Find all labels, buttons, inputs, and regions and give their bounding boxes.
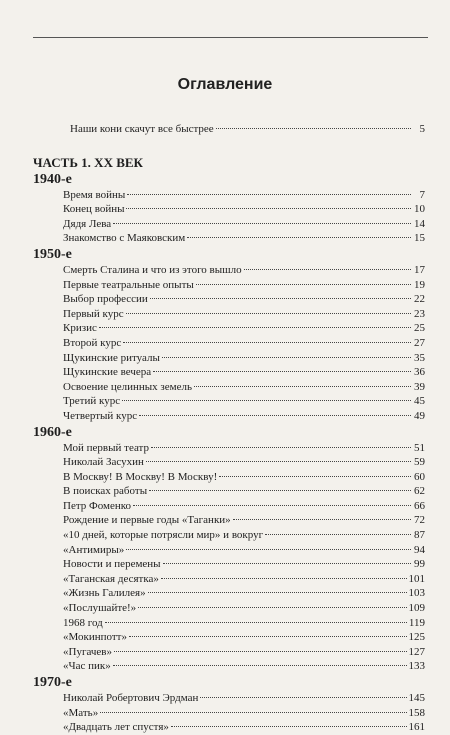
toc-entry-page: 36 xyxy=(414,366,425,379)
toc-entry-page: 72 xyxy=(414,514,425,527)
dot-leader xyxy=(114,651,406,652)
toc-entry-page: 127 xyxy=(408,645,425,658)
toc-entry-label: Второй курс xyxy=(63,336,122,349)
toc-entry[interactable] xyxy=(33,365,425,380)
toc-entry-page: 145 xyxy=(408,692,425,704)
toc-entry-page: 15 xyxy=(414,232,425,245)
toc-entry-label: «Пугачев» xyxy=(63,645,113,658)
dot-leader xyxy=(200,697,406,698)
dot-leader xyxy=(161,578,407,579)
dot-leader xyxy=(244,269,411,270)
dot-leader xyxy=(126,208,411,209)
dot-leader xyxy=(265,534,411,535)
dot-leader xyxy=(129,636,407,637)
toc-entry[interactable] xyxy=(33,380,425,395)
toc-entry-label: Николай Робертович Эрдман xyxy=(63,692,199,704)
dot-leader xyxy=(123,342,411,343)
toc-entry-page: 125 xyxy=(408,631,425,644)
toc-entry[interactable] xyxy=(33,188,425,203)
toc-entry-label: Кризис xyxy=(63,322,97,335)
dot-leader xyxy=(219,476,411,477)
toc-entry[interactable] xyxy=(33,278,425,293)
toc-entry[interactable] xyxy=(33,202,425,217)
dot-leader xyxy=(233,519,411,520)
toc-entry-page: 87 xyxy=(414,529,425,542)
toc-entry[interactable] xyxy=(33,484,425,499)
dot-leader xyxy=(122,400,411,401)
toc-entry[interactable] xyxy=(33,321,425,336)
toc-entry-label: Третий курс xyxy=(63,395,121,408)
toc-entry-label: «10 дней, которые потрясли мир» и вокруг xyxy=(63,529,264,542)
toc-entry-page: 5 xyxy=(419,123,425,135)
dot-leader xyxy=(100,712,406,713)
toc-entry[interactable] xyxy=(33,263,425,278)
dot-leader xyxy=(126,313,411,314)
toc-entry-label: В Москву! В Москву! В Москву! xyxy=(63,470,218,483)
toc-entry-page: 60 xyxy=(414,470,425,483)
toc-entry[interactable] xyxy=(33,572,425,587)
toc-entry-label: Освоение целинных земель xyxy=(63,380,193,393)
toc-entry[interactable] xyxy=(33,217,425,232)
toc-entry-label: Смерть Сталина и что из этого вышло xyxy=(63,263,242,276)
dot-leader xyxy=(139,415,411,416)
toc-entry[interactable] xyxy=(33,470,425,485)
toc-entry-label: «Час пик» xyxy=(63,660,111,673)
toc-entry-label: Николай Засухин xyxy=(63,456,144,469)
toc-entry-label: Щукинские вечера xyxy=(63,366,152,379)
toc-entry-label: Петр Фоменко xyxy=(63,499,132,512)
dot-leader xyxy=(153,371,411,372)
toc-entry-page: 49 xyxy=(414,409,425,422)
dot-leader xyxy=(99,327,411,328)
toc-entry[interactable] xyxy=(33,394,425,409)
dot-leader xyxy=(163,563,411,564)
toc-entry[interactable] xyxy=(33,586,425,601)
toc-entry-label: «Послушайте!» xyxy=(63,602,137,615)
toc-entry-label: «Двадцать лет спустя» xyxy=(63,721,169,734)
toc-entry-label: «Мокинпотт» xyxy=(63,631,127,644)
toc-entry[interactable] xyxy=(33,691,425,706)
toc-entry-page: 27 xyxy=(414,336,425,349)
table-of-contents xyxy=(33,122,425,735)
toc-entry[interactable] xyxy=(33,499,425,514)
toc-entry[interactable] xyxy=(33,455,425,470)
dot-leader xyxy=(138,607,406,608)
dot-leader xyxy=(149,490,411,491)
toc-entry-page: 39 xyxy=(414,380,425,393)
toc-entry-label: Мой первый театр xyxy=(63,441,149,454)
part-heading: ЧАСТЬ 1. XX ВЕК xyxy=(33,154,143,170)
toc-entry[interactable] xyxy=(33,513,425,528)
toc-entry-page: 14 xyxy=(414,217,425,230)
toc-entry-page: 109 xyxy=(408,602,425,615)
toc-entry[interactable] xyxy=(33,543,425,558)
toc-entry-label: Новости и перемены xyxy=(63,558,161,571)
decade-heading: 1940-е xyxy=(33,171,72,187)
toc-entry-page: 62 xyxy=(414,485,425,498)
toc-entry-label: В поисках работы xyxy=(63,485,148,498)
toc-entry-page: 7 xyxy=(419,188,425,201)
toc-entry[interactable] xyxy=(33,307,425,322)
toc-entry-intro[interactable] xyxy=(33,122,425,137)
dot-leader xyxy=(105,622,407,623)
toc-entry-label: Наши кони скачут все быстрее xyxy=(70,123,214,135)
toc-entry-label: Выбор профессии xyxy=(63,293,148,306)
toc-entry[interactable] xyxy=(33,630,425,645)
toc-entry-label: Знакомство с Маяковским xyxy=(63,232,186,245)
dot-leader xyxy=(113,665,407,666)
dot-leader xyxy=(151,447,411,448)
toc-entry-page: 59 xyxy=(414,456,425,469)
toc-entry-label: Щукинские ритуалы xyxy=(63,351,160,364)
toc-entry[interactable] xyxy=(33,616,425,631)
toc-entry[interactable] xyxy=(33,645,425,660)
toc-entry-page: 35 xyxy=(414,351,425,364)
toc-entry[interactable] xyxy=(33,720,425,735)
toc-entry-page: 94 xyxy=(414,543,425,556)
dot-leader xyxy=(113,223,411,224)
dot-leader xyxy=(127,194,411,195)
decade-heading: 1970-е xyxy=(33,675,72,690)
toc-entry-label: Первый курс xyxy=(63,307,124,320)
toc-entry-page: 22 xyxy=(414,293,425,306)
toc-entry-label: 1968 год xyxy=(63,616,103,629)
dot-leader xyxy=(126,549,411,550)
toc-entry[interactable] xyxy=(33,601,425,616)
toc-entry[interactable] xyxy=(33,351,425,366)
toc-entry[interactable] xyxy=(33,706,425,721)
dot-leader xyxy=(171,726,407,727)
toc-entry-page: 23 xyxy=(414,307,425,320)
toc-entry[interactable] xyxy=(33,557,425,572)
dot-leader xyxy=(148,592,407,593)
toc-entry-page: 25 xyxy=(414,322,425,335)
toc-entry[interactable] xyxy=(33,336,425,351)
dot-leader xyxy=(146,461,411,462)
toc-entry-label: «Мать» xyxy=(63,706,99,719)
toc-entry-page: 51 xyxy=(414,441,425,454)
dot-leader xyxy=(216,128,411,129)
toc-entry-label: «Таганская десятка» xyxy=(63,572,159,585)
toc-entry-page: 101 xyxy=(408,572,425,585)
dot-leader xyxy=(196,284,411,285)
toc-entry[interactable] xyxy=(33,292,425,307)
toc-entry-page: 45 xyxy=(414,395,425,408)
toc-entry[interactable] xyxy=(33,231,425,246)
top-rule xyxy=(33,37,428,38)
toc-entry-page: 66 xyxy=(414,499,425,512)
dot-leader xyxy=(133,505,411,506)
decade-heading: 1950-е xyxy=(33,246,72,262)
toc-entry-page: 17 xyxy=(414,263,425,276)
toc-entry-page: 103 xyxy=(408,587,425,600)
toc-entry-page: 158 xyxy=(408,706,425,719)
toc-entry-label: Дядя Лева xyxy=(63,217,112,230)
toc-entry-label: Рождение и первые годы «Таганки» xyxy=(63,514,231,527)
toc-entry-label: Конец войны xyxy=(63,203,125,216)
toc-entry-label: «Жизнь Галилея» xyxy=(63,587,146,600)
toc-entry-page: 10 xyxy=(414,203,425,216)
toc-entry-label: «Антимиры» xyxy=(63,543,125,556)
toc-entry-label: Первые театральные опыты xyxy=(63,278,194,291)
toc-entry[interactable] xyxy=(33,659,425,674)
toc-entry[interactable] xyxy=(33,441,425,456)
dot-leader xyxy=(150,298,411,299)
toc-entry[interactable] xyxy=(33,528,425,543)
page-title: Оглавление xyxy=(177,76,273,93)
toc-entry-page: 119 xyxy=(408,616,425,629)
toc-entry-label: Четвертый курс xyxy=(63,409,138,422)
toc-entry-page: 133 xyxy=(408,660,425,673)
toc-entry-label: Время войны xyxy=(63,188,126,201)
dot-leader xyxy=(162,357,411,358)
dot-leader xyxy=(194,386,411,387)
toc-entry-page: 161 xyxy=(408,721,425,734)
toc-entry-page: 19 xyxy=(414,278,425,291)
dot-leader xyxy=(187,237,411,238)
decade-heading: 1960-е xyxy=(33,424,72,440)
toc-entry[interactable] xyxy=(33,409,425,424)
toc-entry-page: 99 xyxy=(414,558,425,571)
